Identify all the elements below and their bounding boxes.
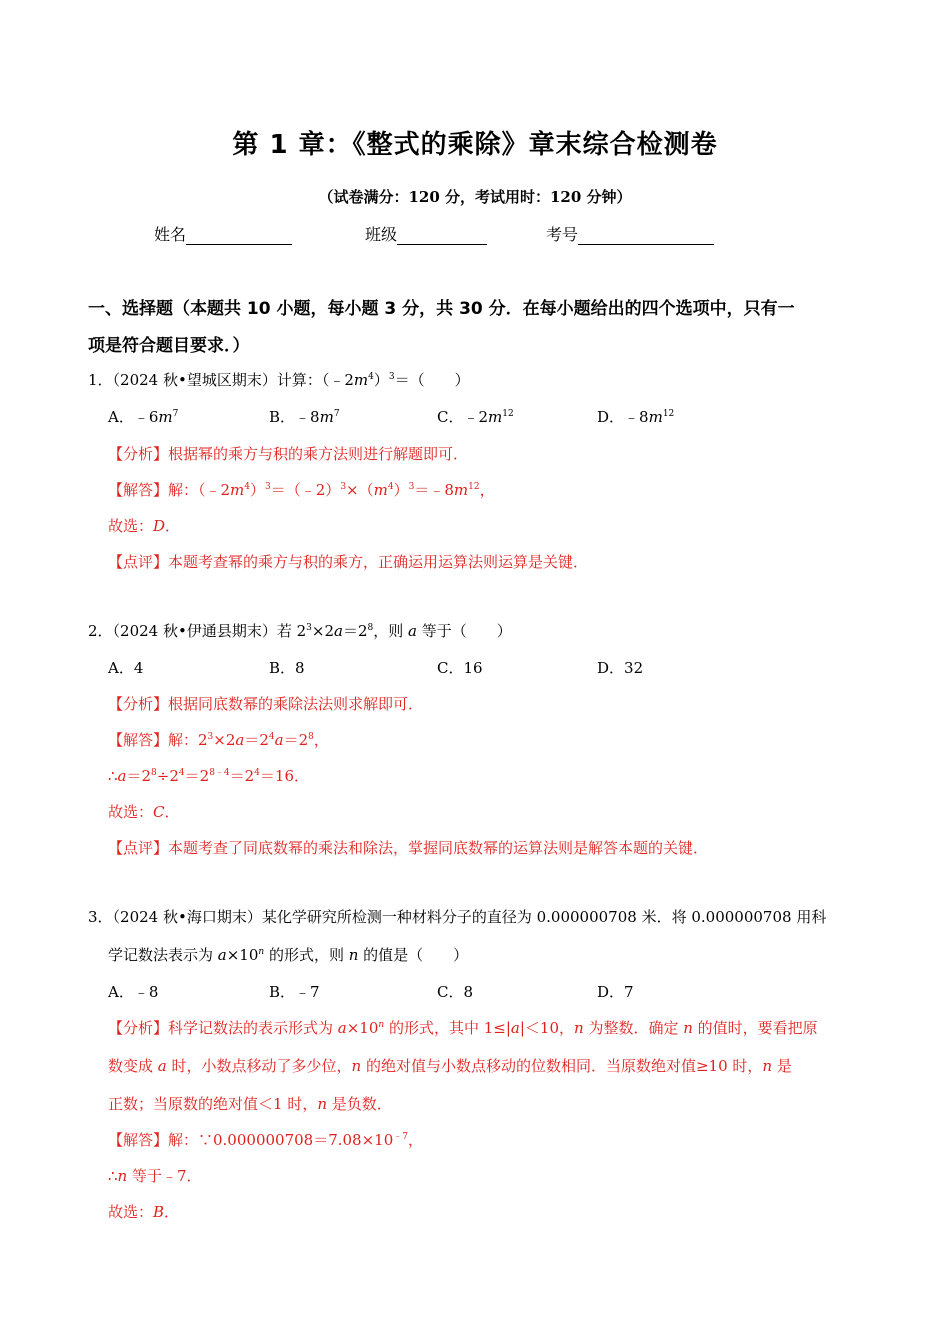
question-3-analysis-line2: 数变成 a 时，小数点移动了多少位，n 的绝对值与小数点移动的位数相同．当原数绝对值≥10 时，n 是 [108, 1057, 792, 1075]
question-3-option-d: D．7 [597, 983, 634, 1001]
question-3-solution-line2: ∴n 等于﹣7． [108, 1167, 202, 1185]
question-1-analysis: 【分析】根据幂的乘方与积的乘方法则进行解题即可． [108, 445, 469, 463]
class-label: 班级 [365, 225, 398, 244]
exam-info: （试卷满分：120 分，考试用时：120 分钟） [318, 188, 632, 206]
question-3-option-a: A．﹣8 [108, 983, 159, 1001]
question-1-stem: 1．（2024 秋•望城区期末）计算：$(﹣2m^4)^3=$（ ） [88, 371, 470, 389]
question-3-analysis-line3: 正数；当原数的绝对值＜1 时，n 是负数． [108, 1095, 392, 1113]
question-3-option-b: B．﹣7 [269, 983, 320, 1001]
name-label: 姓名 [154, 225, 187, 244]
question-2-option-c: C．16 [437, 659, 483, 677]
exam-number-label: 考号 [546, 225, 579, 244]
question-1-option-a: A．$﹣6m^7$ [108, 408, 179, 426]
question-3-stem-line2: 学记数法表示为 $a\times 10^n$ 的形式，则 n 的值是（ ） [108, 946, 469, 964]
exam-number-blank [578, 228, 714, 245]
question-2-stem: 2．（2024 秋•伊通县期末）若 $2^3\times 2a=2^8$，则 a 等于（ ） [88, 622, 512, 640]
section-heading-line1: 一、选择题（本题共 10 小题，每小题 3 分，共 30 分．在每小题给出的四个选项中，只有一 [88, 299, 795, 319]
class-blank [397, 228, 487, 245]
question-2-solution-line1: 【解答】解：$2^3\times 2a=2^4a=2^8$， [108, 731, 329, 749]
question-3-solution-line1: 【解答】解：$\because 0.000000708=7.08\times 10^{﹣7}$， [108, 1131, 424, 1149]
question-3-option-c: C．8 [437, 983, 474, 1001]
section-heading-line2: 项是符合题目要求．） [88, 336, 250, 356]
question-1-option-d: D．$﹣8m^{12}$ [597, 408, 675, 426]
question-2-answer: 故选：C． [108, 803, 180, 821]
question-2-analysis: 【分析】根据同底数幂的乘除法法则求解即可． [108, 695, 424, 713]
question-2-option-a: A．4 [108, 659, 144, 677]
exam-number-field [546, 222, 714, 245]
question-1-solution: 【解答】解：$(﹣2m^4)^3=(﹣2)^3\times(m^4)^3=﹣8m^{12}$， [108, 481, 495, 499]
question-1-answer: 故选：D． [108, 517, 181, 535]
question-2-option-d: D．32 [597, 659, 644, 677]
question-3-analysis-line1: 【分析】科学记数法的表示形式为 $a\times 10^n$ 的形式，其中 1≤|a|＜10，n 为整数．确定 n 的值时，要看把原 [108, 1019, 818, 1037]
question-1-comment: 【点评】本题考查幂的乘方与积的乘方，正确运用运算法则运算是关键． [108, 553, 589, 571]
question-2-comment: 【点评】本题考查了同底数幂的乘法和除法，掌握同底数幂的运算法则是解答本题的关键． [108, 839, 709, 857]
question-3-answer: 故选：B． [108, 1203, 180, 1221]
name-field [154, 222, 292, 245]
question-1-option-c: C．$﹣2m^{12}$ [437, 408, 514, 426]
page-title: 第 1 章：《整式的乘除》章末综合检测卷 [232, 130, 718, 160]
name-blank [186, 228, 292, 245]
question-1-option-b: B．$﹣8m^7$ [269, 408, 340, 426]
question-2-solution-line2: $\therefore a=2^8\div 2^4=2^{8﹣4}=2^4=16$． [108, 767, 310, 785]
question-2-option-b: B．8 [269, 659, 305, 677]
class-field [365, 222, 487, 245]
question-3-stem-line1: 3．（2024 秋•海口期末）某化学研究所检测一种材料分子的直径为 0.000000708 米．将 0.000000708 用科 [88, 908, 827, 926]
